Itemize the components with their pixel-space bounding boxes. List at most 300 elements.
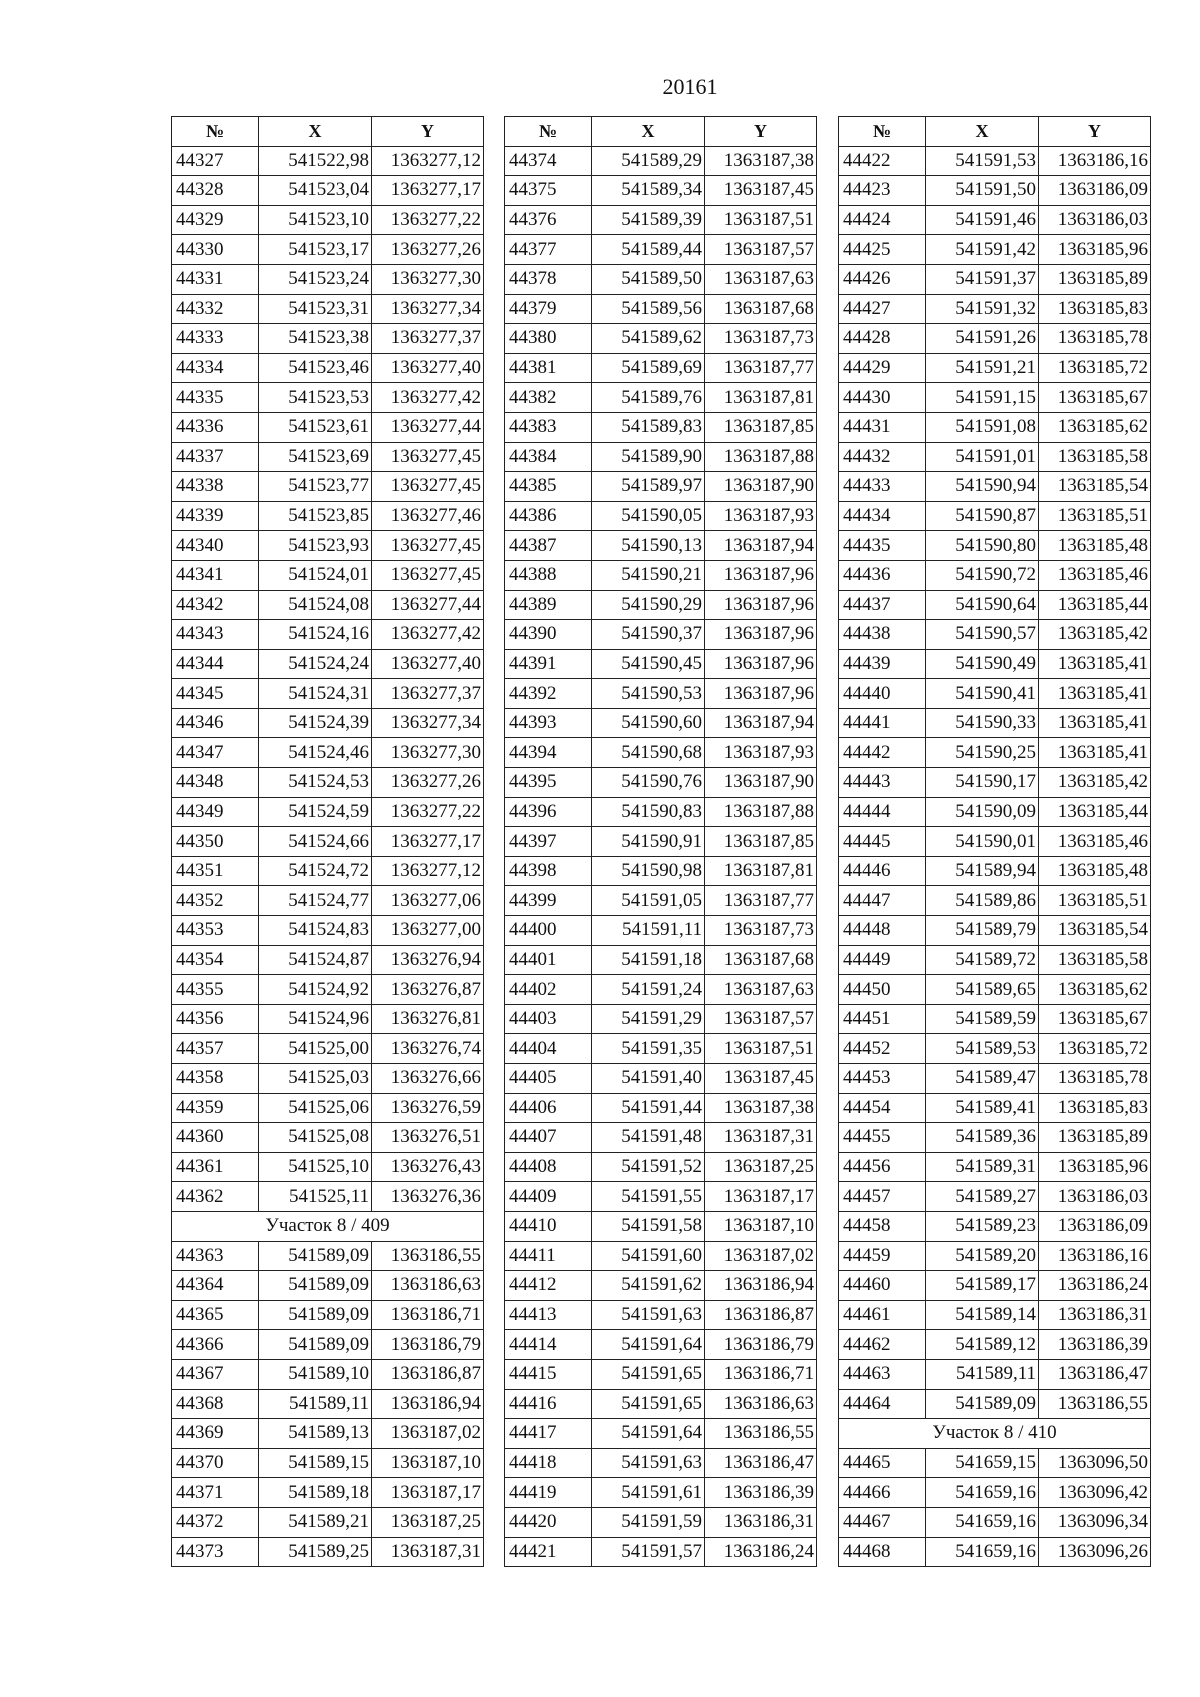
point-number-cell: 44445	[839, 827, 926, 857]
x-coordinate-cell: 541590,64	[926, 590, 1039, 620]
point-number-cell: 44389	[505, 590, 592, 620]
point-number-cell: 44425	[839, 235, 926, 265]
point-number-cell: 44452	[839, 1034, 926, 1064]
x-coordinate-cell: 541589,39	[592, 205, 705, 235]
x-coordinate-cell: 541591,53	[926, 146, 1039, 176]
point-number-cell: 44357	[172, 1034, 259, 1064]
y-coordinate-cell: 1363187,88	[705, 442, 817, 472]
y-coordinate-cell: 1363187,02	[705, 1241, 817, 1271]
y-coordinate-cell: 1363185,62	[1039, 975, 1151, 1005]
x-coordinate-cell: 541590,53	[592, 679, 705, 709]
point-number-cell: 44418	[505, 1448, 592, 1478]
y-coordinate-cell: 1363096,26	[1039, 1537, 1151, 1567]
table-row	[172, 945, 484, 975]
point-number-cell: 44454	[839, 1093, 926, 1123]
x-coordinate-cell: 541591,18	[592, 945, 705, 975]
table-row	[839, 1389, 1151, 1419]
point-number-cell: 44399	[505, 886, 592, 916]
y-coordinate-cell: 1363187,25	[372, 1507, 484, 1537]
x-coordinate-cell: 541591,32	[926, 294, 1039, 324]
point-number-cell: 44353	[172, 916, 259, 946]
y-coordinate-cell: 1363277,30	[372, 738, 484, 768]
x-coordinate-cell: 541590,94	[926, 472, 1039, 502]
x-coordinate-cell: 541589,25	[259, 1537, 372, 1567]
y-coordinate-cell: 1363186,71	[372, 1300, 484, 1330]
y-coordinate-cell: 1363185,41	[1039, 708, 1151, 738]
point-number-cell: 44387	[505, 531, 592, 561]
table-row	[839, 501, 1151, 531]
header-number: №	[505, 117, 592, 147]
y-coordinate-cell: 1363187,10	[372, 1448, 484, 1478]
y-coordinate-cell: 1363187,38	[705, 1093, 817, 1123]
y-coordinate-cell: 1363185,67	[1039, 383, 1151, 413]
point-number-cell: 44380	[505, 324, 592, 354]
y-coordinate-cell: 1363187,85	[705, 827, 817, 857]
y-coordinate-cell: 1363185,58	[1039, 945, 1151, 975]
x-coordinate-cell: 541589,31	[926, 1152, 1039, 1182]
x-coordinate-cell: 541590,37	[592, 620, 705, 650]
table-row	[505, 1152, 817, 1182]
x-coordinate-cell: 541591,63	[592, 1448, 705, 1478]
y-coordinate-cell: 1363186,39	[705, 1478, 817, 1508]
x-coordinate-cell: 541523,69	[259, 442, 372, 472]
y-coordinate-cell: 1363185,44	[1039, 797, 1151, 827]
y-coordinate-cell: 1363186,79	[705, 1330, 817, 1360]
point-number-cell: 44464	[839, 1389, 926, 1419]
table-row	[505, 560, 817, 590]
point-number-cell: 44426	[839, 264, 926, 294]
point-number-cell: 44373	[172, 1537, 259, 1567]
x-coordinate-cell: 541590,45	[592, 649, 705, 679]
table-row	[839, 856, 1151, 886]
y-coordinate-cell: 1363277,30	[372, 264, 484, 294]
x-coordinate-cell: 541589,44	[592, 235, 705, 265]
point-number-cell: 44362	[172, 1182, 259, 1212]
x-coordinate-cell: 541524,83	[259, 916, 372, 946]
x-coordinate-cell: 541591,65	[592, 1359, 705, 1389]
table-row	[505, 294, 817, 324]
table-row	[839, 708, 1151, 738]
point-number-cell: 44396	[505, 797, 592, 827]
x-coordinate-cell: 541590,33	[926, 708, 1039, 738]
x-coordinate-cell: 541591,26	[926, 324, 1039, 354]
table-row	[839, 1359, 1151, 1389]
x-coordinate-cell: 541524,01	[259, 560, 372, 590]
x-coordinate-cell: 541589,09	[259, 1300, 372, 1330]
table-row	[172, 620, 484, 650]
x-coordinate-cell: 541590,09	[926, 797, 1039, 827]
x-coordinate-cell: 541591,61	[592, 1478, 705, 1508]
table-header-row	[505, 117, 817, 147]
y-coordinate-cell: 1363186,55	[705, 1419, 817, 1449]
table-row	[172, 531, 484, 561]
x-coordinate-cell: 541590,57	[926, 620, 1039, 650]
x-coordinate-cell: 541591,55	[592, 1182, 705, 1212]
table-row	[172, 205, 484, 235]
y-coordinate-cell: 1363277,00	[372, 916, 484, 946]
y-coordinate-cell: 1363096,42	[1039, 1478, 1151, 1508]
table-row	[172, 1271, 484, 1301]
x-coordinate-cell: 541591,21	[926, 353, 1039, 383]
x-coordinate-cell: 541525,03	[259, 1064, 372, 1094]
table-row	[505, 827, 817, 857]
y-coordinate-cell: 1363277,22	[372, 797, 484, 827]
y-coordinate-cell: 1363185,41	[1039, 679, 1151, 709]
point-number-cell: 44437	[839, 590, 926, 620]
point-number-cell: 44456	[839, 1152, 926, 1182]
y-coordinate-cell: 1363186,47	[705, 1448, 817, 1478]
table-row	[172, 1419, 484, 1449]
y-coordinate-cell: 1363186,16	[1039, 146, 1151, 176]
y-coordinate-cell: 1363277,45	[372, 560, 484, 590]
y-coordinate-cell: 1363186,55	[372, 1241, 484, 1271]
table-row	[839, 1241, 1151, 1271]
point-number-cell: 44466	[839, 1478, 926, 1508]
x-coordinate-cell: 541659,16	[926, 1537, 1039, 1567]
y-coordinate-cell: 1363185,51	[1039, 501, 1151, 531]
table-row	[505, 1182, 817, 1212]
point-number-cell: 44344	[172, 649, 259, 679]
point-number-cell: 44337	[172, 442, 259, 472]
point-number-cell: 44459	[839, 1241, 926, 1271]
x-coordinate-cell: 541591,52	[592, 1152, 705, 1182]
table-row	[172, 1241, 484, 1271]
x-coordinate-cell: 541523,04	[259, 176, 372, 206]
x-coordinate-cell: 541524,53	[259, 768, 372, 798]
point-number-cell: 44348	[172, 768, 259, 798]
table-row	[839, 945, 1151, 975]
table-row	[839, 1300, 1151, 1330]
point-number-cell: 44377	[505, 235, 592, 265]
table-row	[839, 205, 1151, 235]
table-row	[839, 590, 1151, 620]
x-coordinate-cell: 541589,59	[926, 1004, 1039, 1034]
x-coordinate-cell: 541589,11	[926, 1359, 1039, 1389]
x-coordinate-cell: 541591,05	[592, 886, 705, 916]
table-row	[839, 1330, 1151, 1360]
point-number-cell: 44410	[505, 1211, 592, 1241]
point-number-cell: 44332	[172, 294, 259, 324]
table-row	[172, 708, 484, 738]
table-row	[172, 1004, 484, 1034]
section-label: Участок 8 / 410	[839, 1419, 1151, 1449]
table-row	[505, 1034, 817, 1064]
y-coordinate-cell: 1363185,72	[1039, 353, 1151, 383]
table-row	[172, 1123, 484, 1153]
x-coordinate-cell: 541589,14	[926, 1300, 1039, 1330]
y-coordinate-cell: 1363277,45	[372, 442, 484, 472]
point-number-cell: 44451	[839, 1004, 926, 1034]
x-coordinate-cell: 541524,92	[259, 975, 372, 1005]
x-coordinate-cell: 541523,46	[259, 353, 372, 383]
point-number-cell: 44358	[172, 1064, 259, 1094]
y-coordinate-cell: 1363187,63	[705, 975, 817, 1005]
x-coordinate-cell: 541589,21	[259, 1507, 372, 1537]
y-coordinate-cell: 1363185,44	[1039, 590, 1151, 620]
point-number-cell: 44406	[505, 1093, 592, 1123]
point-number-cell: 44446	[839, 856, 926, 886]
x-coordinate-cell: 541590,98	[592, 856, 705, 886]
table-row	[839, 797, 1151, 827]
y-coordinate-cell: 1363277,37	[372, 324, 484, 354]
table-row	[839, 294, 1151, 324]
x-coordinate-cell: 541589,23	[926, 1211, 1039, 1241]
y-coordinate-cell: 1363277,12	[372, 146, 484, 176]
point-number-cell: 44328	[172, 176, 259, 206]
table-row	[839, 472, 1151, 502]
table-row	[172, 1359, 484, 1389]
table-row	[172, 1300, 484, 1330]
table-row	[505, 205, 817, 235]
y-coordinate-cell: 1363187,90	[705, 768, 817, 798]
x-coordinate-cell: 541591,60	[592, 1241, 705, 1271]
y-coordinate-cell: 1363187,88	[705, 797, 817, 827]
table-row	[839, 1034, 1151, 1064]
x-coordinate-cell: 541591,57	[592, 1537, 705, 1567]
x-coordinate-cell: 541522,98	[259, 146, 372, 176]
x-coordinate-cell: 541524,77	[259, 886, 372, 916]
point-number-cell: 44398	[505, 856, 592, 886]
table-row	[505, 649, 817, 679]
y-coordinate-cell: 1363277,06	[372, 886, 484, 916]
y-coordinate-cell: 1363185,42	[1039, 768, 1151, 798]
x-coordinate-cell: 541525,06	[259, 1093, 372, 1123]
point-number-cell: 44350	[172, 827, 259, 857]
x-coordinate-cell: 541591,63	[592, 1300, 705, 1330]
y-coordinate-cell: 1363185,54	[1039, 472, 1151, 502]
point-number-cell: 44428	[839, 324, 926, 354]
table-row	[839, 264, 1151, 294]
point-number-cell: 44427	[839, 294, 926, 324]
x-coordinate-cell: 541589,34	[592, 176, 705, 206]
point-number-cell: 44433	[839, 472, 926, 502]
table-row	[839, 1507, 1151, 1537]
table-row	[505, 324, 817, 354]
x-coordinate-cell: 541524,87	[259, 945, 372, 975]
x-coordinate-cell: 541589,90	[592, 442, 705, 472]
point-number-cell: 44413	[505, 1300, 592, 1330]
header-x: X	[259, 117, 372, 147]
x-coordinate-cell: 541590,72	[926, 560, 1039, 590]
point-number-cell: 44434	[839, 501, 926, 531]
point-number-cell: 44335	[172, 383, 259, 413]
y-coordinate-cell: 1363186,31	[1039, 1300, 1151, 1330]
table-row	[839, 738, 1151, 768]
point-number-cell: 44447	[839, 886, 926, 916]
table-row	[505, 916, 817, 946]
point-number-cell: 44339	[172, 501, 259, 531]
x-coordinate-cell: 541591,44	[592, 1093, 705, 1123]
header-number: №	[839, 117, 926, 147]
x-coordinate-cell: 541659,16	[926, 1507, 1039, 1537]
point-number-cell: 44438	[839, 620, 926, 650]
x-coordinate-cell: 541523,17	[259, 235, 372, 265]
y-coordinate-cell: 1363187,68	[705, 294, 817, 324]
point-number-cell: 44424	[839, 205, 926, 235]
y-coordinate-cell: 1363185,48	[1039, 531, 1151, 561]
y-coordinate-cell: 1363185,48	[1039, 856, 1151, 886]
table-row	[172, 649, 484, 679]
point-number-cell: 44412	[505, 1271, 592, 1301]
x-coordinate-cell: 541590,01	[926, 827, 1039, 857]
x-coordinate-cell: 541589,15	[259, 1448, 372, 1478]
point-number-cell: 44372	[172, 1507, 259, 1537]
y-coordinate-cell: 1363276,59	[372, 1093, 484, 1123]
table-row	[505, 620, 817, 650]
table-row	[839, 679, 1151, 709]
x-coordinate-cell: 541523,85	[259, 501, 372, 531]
y-coordinate-cell: 1363276,51	[372, 1123, 484, 1153]
point-number-cell: 44405	[505, 1064, 592, 1094]
y-coordinate-cell: 1363185,83	[1039, 294, 1151, 324]
x-coordinate-cell: 541589,62	[592, 324, 705, 354]
y-coordinate-cell: 1363186,55	[1039, 1389, 1151, 1419]
y-coordinate-cell: 1363277,46	[372, 501, 484, 531]
x-coordinate-cell: 541523,93	[259, 531, 372, 561]
table-row	[505, 1093, 817, 1123]
table-row	[505, 975, 817, 1005]
table-row	[505, 1004, 817, 1034]
point-number-cell: 44381	[505, 353, 592, 383]
table-row	[839, 916, 1151, 946]
point-number-cell: 44369	[172, 1419, 259, 1449]
x-coordinate-cell: 541589,47	[926, 1064, 1039, 1094]
point-number-cell: 44430	[839, 383, 926, 413]
table-row	[172, 679, 484, 709]
x-coordinate-cell: 541524,24	[259, 649, 372, 679]
y-coordinate-cell: 1363185,96	[1039, 1152, 1151, 1182]
point-number-cell: 44391	[505, 649, 592, 679]
table-row	[839, 560, 1151, 590]
table-row	[839, 1093, 1151, 1123]
y-coordinate-cell: 1363185,46	[1039, 827, 1151, 857]
y-coordinate-cell: 1363185,51	[1039, 886, 1151, 916]
table-row	[172, 235, 484, 265]
y-coordinate-cell: 1363187,68	[705, 945, 817, 975]
y-coordinate-cell: 1363186,87	[705, 1300, 817, 1330]
table-row	[172, 1093, 484, 1123]
table-row	[505, 1419, 817, 1449]
y-coordinate-cell: 1363185,46	[1039, 560, 1151, 590]
y-coordinate-cell: 1363187,96	[705, 649, 817, 679]
point-number-cell: 44364	[172, 1271, 259, 1301]
x-coordinate-cell: 541590,80	[926, 531, 1039, 561]
point-number-cell: 44368	[172, 1389, 259, 1419]
table-row	[505, 1211, 817, 1241]
table-row	[505, 1330, 817, 1360]
point-number-cell: 44343	[172, 620, 259, 650]
table-row	[172, 1034, 484, 1064]
y-coordinate-cell: 1363186,94	[372, 1389, 484, 1419]
x-coordinate-cell: 541525,08	[259, 1123, 372, 1153]
x-coordinate-cell: 541590,21	[592, 560, 705, 590]
point-number-cell: 44450	[839, 975, 926, 1005]
x-coordinate-cell: 541591,29	[592, 1004, 705, 1034]
point-number-cell: 44334	[172, 353, 259, 383]
point-number-cell: 44376	[505, 205, 592, 235]
coordinate-table-2	[504, 116, 817, 1567]
y-coordinate-cell: 1363277,34	[372, 294, 484, 324]
x-coordinate-cell: 541591,08	[926, 412, 1039, 442]
y-coordinate-cell: 1363187,31	[705, 1123, 817, 1153]
table-row	[505, 738, 817, 768]
y-coordinate-cell: 1363187,93	[705, 501, 817, 531]
point-number-cell: 44416	[505, 1389, 592, 1419]
table-row	[172, 916, 484, 946]
table-row	[505, 1359, 817, 1389]
point-number-cell: 44379	[505, 294, 592, 324]
table-row	[172, 975, 484, 1005]
x-coordinate-cell: 541591,11	[592, 916, 705, 946]
point-number-cell: 44370	[172, 1448, 259, 1478]
x-coordinate-cell: 541590,17	[926, 768, 1039, 798]
x-coordinate-cell: 541589,56	[592, 294, 705, 324]
section-row	[172, 1211, 484, 1241]
y-coordinate-cell: 1363186,71	[705, 1359, 817, 1389]
x-coordinate-cell: 541589,94	[926, 856, 1039, 886]
point-number-cell: 44386	[505, 501, 592, 531]
point-number-cell: 44421	[505, 1537, 592, 1567]
table-row	[172, 1478, 484, 1508]
page-number: 20161	[662, 74, 718, 99]
table-row	[172, 856, 484, 886]
section-label: Участок 8 / 409	[172, 1211, 484, 1241]
x-coordinate-cell: 541591,42	[926, 235, 1039, 265]
table-row	[839, 620, 1151, 650]
y-coordinate-cell: 1363186,87	[372, 1359, 484, 1389]
header-y: Y	[1039, 117, 1151, 147]
x-coordinate-cell: 541590,76	[592, 768, 705, 798]
x-coordinate-cell: 541591,64	[592, 1419, 705, 1449]
y-coordinate-cell: 1363187,81	[705, 383, 817, 413]
y-coordinate-cell: 1363276,81	[372, 1004, 484, 1034]
table-row	[505, 146, 817, 176]
point-number-cell: 44390	[505, 620, 592, 650]
table-row	[505, 856, 817, 886]
point-number-cell: 44329	[172, 205, 259, 235]
table-row	[505, 1389, 817, 1419]
x-coordinate-cell: 541589,69	[592, 353, 705, 383]
y-coordinate-cell: 1363185,78	[1039, 324, 1151, 354]
y-coordinate-cell: 1363185,62	[1039, 412, 1151, 442]
point-number-cell: 44371	[172, 1478, 259, 1508]
table-row	[172, 886, 484, 916]
table-row	[172, 1330, 484, 1360]
table-row	[172, 1448, 484, 1478]
point-number-cell: 44341	[172, 560, 259, 590]
x-coordinate-cell: 541590,60	[592, 708, 705, 738]
x-coordinate-cell: 541589,41	[926, 1093, 1039, 1123]
x-coordinate-cell: 541590,91	[592, 827, 705, 857]
y-coordinate-cell: 1363186,47	[1039, 1359, 1151, 1389]
point-number-cell: 44330	[172, 235, 259, 265]
y-coordinate-cell: 1363096,50	[1039, 1448, 1151, 1478]
table-row	[172, 1507, 484, 1537]
y-coordinate-cell: 1363096,34	[1039, 1507, 1151, 1537]
table-row	[172, 560, 484, 590]
y-coordinate-cell: 1363185,58	[1039, 442, 1151, 472]
x-coordinate-cell: 541589,20	[926, 1241, 1039, 1271]
x-coordinate-cell: 541524,31	[259, 679, 372, 709]
point-number-cell: 44403	[505, 1004, 592, 1034]
y-coordinate-cell: 1363277,17	[372, 827, 484, 857]
table-row	[839, 412, 1151, 442]
table-row	[505, 1537, 817, 1567]
y-coordinate-cell: 1363277,34	[372, 708, 484, 738]
x-coordinate-cell: 541591,46	[926, 205, 1039, 235]
x-coordinate-cell: 541590,05	[592, 501, 705, 531]
point-number-cell: 44444	[839, 797, 926, 827]
